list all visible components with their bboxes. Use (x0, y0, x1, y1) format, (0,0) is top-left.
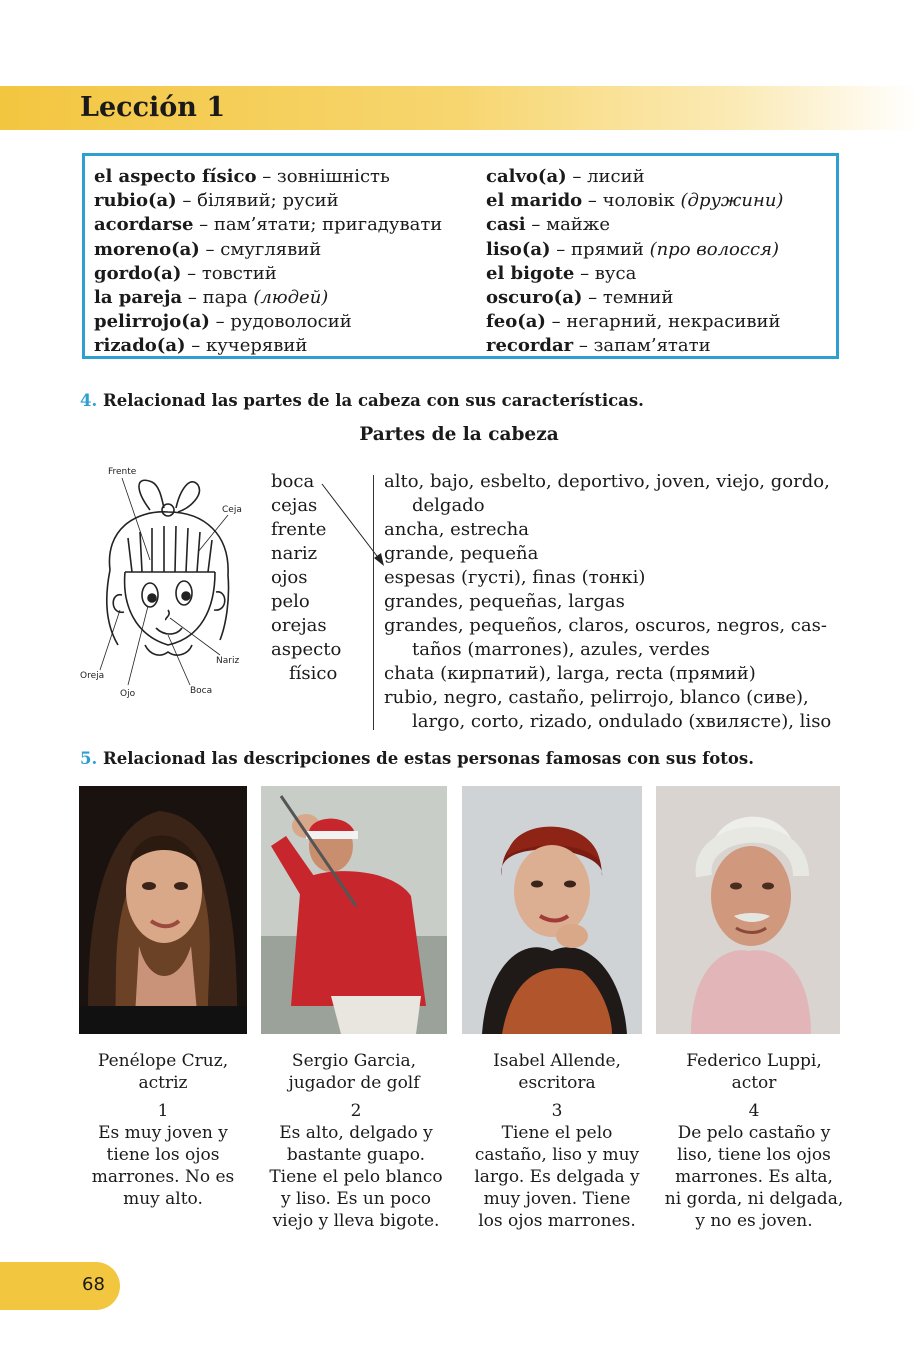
characteristic-item: largo, corto, rizado, ondulado (хвилясте), liso (412, 711, 832, 732)
photo-penelope-cruz (79, 786, 247, 1034)
part-item: pelo (271, 591, 310, 612)
characteristic-item: alto, bajo, esbelto, deportivo, joven, viejo, gordo, (384, 471, 830, 492)
exercise-4-instruction (80, 391, 644, 410)
drawing-label-boca: Boca (190, 686, 213, 696)
drawing-label-ojo: Ojo (120, 689, 136, 699)
person-name: Isabel Allende, (493, 1051, 621, 1071)
matching-arrow (318, 480, 388, 570)
exercise-5-instruction (80, 749, 754, 768)
characteristic-item: delgado (412, 495, 485, 516)
part-item: boca (271, 471, 315, 492)
person-role: actriz (138, 1073, 188, 1093)
person-role: escritora (518, 1073, 596, 1093)
photo-sergio-garcia (261, 786, 447, 1034)
vocab-item: acordarse – пам’ятати; пригадувати (94, 214, 443, 236)
characteristic-item: rubio, negro, castaño, pelirrojo, blanco (сиве), (384, 687, 809, 708)
vocabulary-box (82, 153, 839, 359)
vocab-item: el bigote – вуса (486, 262, 637, 284)
exercise-text: Relacionad las partes de la cabeza con sus características. (102, 391, 644, 410)
description-text: Tiene el pelo castaño, liso y muy largo. Es delgada y muy joven. Tiene los ojos marrones. (474, 1123, 640, 1231)
table-title: Partes de la cabeza (359, 424, 559, 445)
characteristic-item: ancha, estrecha (384, 519, 529, 540)
person-name: Federico Luppi, (686, 1051, 822, 1071)
drawing-label-oreja: Oreja (80, 671, 105, 681)
characteristic-item: espesas (густі), finas (тонкі) (384, 567, 646, 588)
part-item: cejas (271, 495, 318, 516)
characteristic-item: taños (marrones), azules, verdes (412, 639, 710, 660)
person-name: Penélope Cruz, (97, 1051, 229, 1071)
vocab-item: recordar – запам’ятати (486, 335, 711, 357)
vocab-item: feo(a) – негарний, некрасивий (486, 311, 781, 333)
person-role: actor (731, 1073, 777, 1093)
description-text: Es muy joven y tiene los ojos marrones. No es muy alto. (91, 1123, 235, 1209)
person-caption (79, 1050, 247, 1094)
lesson-title: Lección 1 (80, 92, 226, 123)
vocab-item: pelirrojo(a) – рудоволосий (94, 311, 352, 333)
drawing-label-frente: Frente (108, 467, 137, 477)
part-item: orejas (271, 615, 327, 636)
vocab-item: el marido – чоловік (дружини) (486, 190, 784, 212)
part-item: frente (271, 519, 327, 540)
vocabulary-column-left (94, 165, 442, 359)
description-number: 2 (350, 1101, 362, 1121)
vocabulary-column-right (486, 165, 783, 359)
vocab-item: la pareja – пара (людей) (94, 287, 329, 309)
characteristics-list (384, 470, 844, 734)
person-role: jugador de golf (288, 1073, 420, 1093)
characteristic-item: chata (кирпатий), larga, recta (прямий) (384, 663, 756, 684)
person-name: Sergio Garcia, (291, 1051, 417, 1071)
part-item: físico (289, 663, 338, 684)
exercise-number: 4. (80, 391, 98, 410)
description-text: Es alto, delgado y bastante guapo. Tiene el pelo blanco y liso. Es un poco viejo y lleva bigote. (269, 1123, 443, 1231)
exercise-number: 5. (80, 749, 98, 768)
drawing-label-ceja: Ceja (222, 505, 242, 515)
person-caption (656, 1050, 852, 1094)
photo-federico-luppi (656, 786, 840, 1034)
description-text: De pelo castaño y liso, tiene los ojos marrones. Es alta, ni gorda, ni delgada, y no es joven. (664, 1123, 844, 1231)
page-number: 68 (82, 1274, 105, 1295)
person-caption (261, 1050, 447, 1094)
part-item: ojos (271, 567, 308, 588)
part-item: aspecto (271, 639, 342, 660)
column-divider (373, 475, 374, 730)
person-caption (462, 1050, 652, 1094)
description-number: 3 (551, 1101, 563, 1121)
description-number: 4 (748, 1101, 760, 1121)
part-item: nariz (271, 543, 318, 564)
photo-isabel-allende (462, 786, 642, 1034)
characteristic-item: grande, pequeña (384, 543, 539, 564)
description-number: 1 (157, 1101, 169, 1121)
vocab-item: oscuro(a) – темний (486, 287, 674, 309)
vocab-item: moreno(a) – смуглявий (94, 238, 322, 260)
vocab-item: rizado(a) – кучерявий (94, 335, 308, 357)
vocab-item: gordo(a) – товстий (94, 262, 277, 284)
characteristic-item: grandes, pequeñas, largas (384, 591, 625, 612)
vocab-item: rubio(a) – білявий; русий (94, 190, 339, 212)
drawing-label-nariz: Nariz (216, 656, 240, 666)
vocab-item: calvo(a) – лисий (486, 166, 645, 187)
exercise-text: Relacionad las descripciones de estas personas famosas con sus fotos. (102, 749, 754, 768)
vocab-item: casi – майже (486, 214, 611, 236)
characteristic-item: grandes, pequeños, claros, oscuros, negros, cas- (384, 615, 827, 636)
vocab-item: el aspecto físico – зовнішність (94, 166, 390, 187)
vocab-item: liso(a) – прямий (про волосся) (486, 238, 779, 260)
head-drawing (80, 460, 260, 700)
